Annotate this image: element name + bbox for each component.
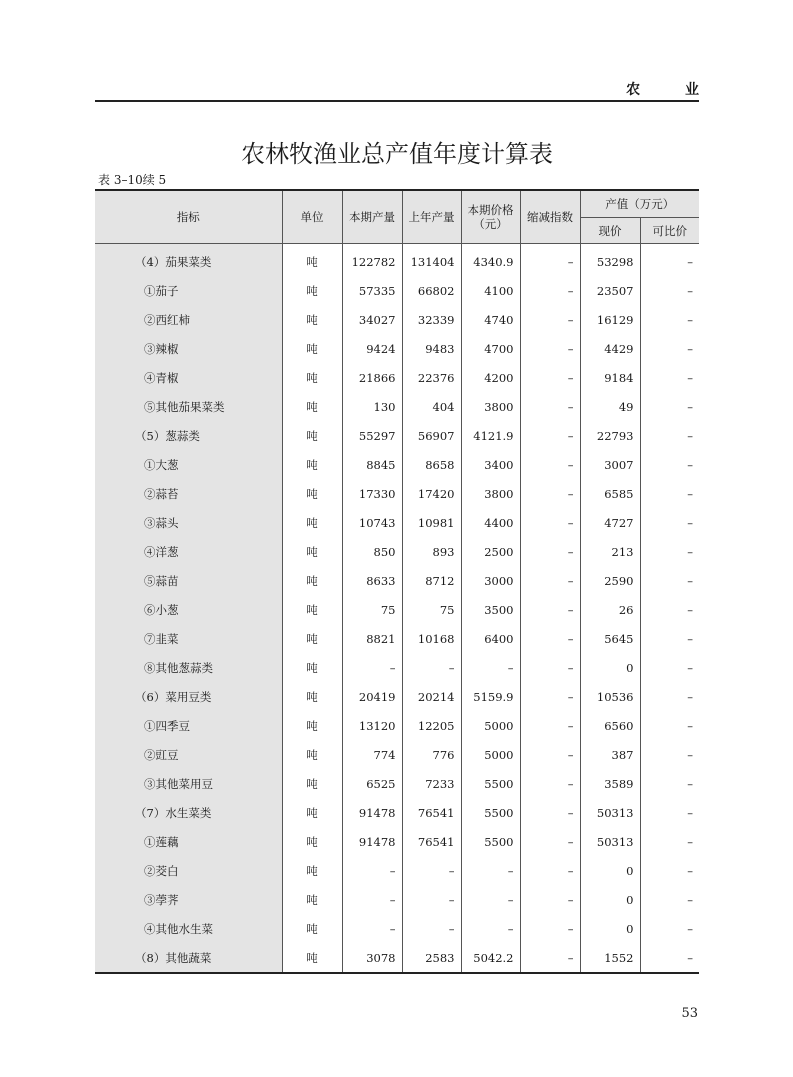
last-year-output-cell: 893 xyxy=(402,537,461,566)
indicator-cell: ①四季豆 xyxy=(95,711,282,740)
indicator-cell: ⑦韭菜 xyxy=(95,624,282,653)
current-output-cell: 10743 xyxy=(342,508,402,537)
table-row xyxy=(95,244,699,277)
calculation-table xyxy=(95,189,699,974)
current-output-cell: 122782 xyxy=(342,244,402,277)
last-year-output-cell: 10981 xyxy=(402,508,461,537)
output-value-cell: 4727 xyxy=(580,508,640,537)
reduction-index-cell: – xyxy=(520,244,580,277)
header-current-output: 本期产量 xyxy=(342,190,402,244)
current-price-cell: 4340.9 xyxy=(461,244,520,277)
table-row xyxy=(95,624,699,653)
reduction-index-cell: – xyxy=(520,653,580,682)
output-value-cell: 16129 xyxy=(580,305,640,334)
comparable-value-cell: – xyxy=(687,631,693,646)
comparable-value-cell: – xyxy=(687,312,693,327)
unit-cell: 吨 xyxy=(282,537,342,566)
comparable-value-cell: – xyxy=(687,805,693,820)
indicator-cell: ⑤蒜苗 xyxy=(95,566,282,595)
indicator-cell: ⑥小葱 xyxy=(95,595,282,624)
unit-cell: 吨 xyxy=(282,566,342,595)
reduction-index-cell: – xyxy=(520,943,580,973)
current-price-cell: 2500 xyxy=(461,537,520,566)
current-output-cell: 57335 xyxy=(342,276,402,305)
output-value-cell: 0 xyxy=(580,653,640,682)
reduction-index-cell: – xyxy=(520,856,580,885)
current-output-cell: 17330 xyxy=(342,479,402,508)
unit-cell: 吨 xyxy=(282,769,342,798)
table-row xyxy=(95,305,699,334)
output-value-cell: 50313 xyxy=(580,827,640,856)
unit-cell: 吨 xyxy=(282,479,342,508)
page-title: 农林牧渔业总产值年度计算表 xyxy=(241,140,553,168)
last-year-output-cell: 7233 xyxy=(402,769,461,798)
indicator-cell: ④洋葱 xyxy=(95,537,282,566)
output-value-cell: 1552 xyxy=(580,943,640,973)
reduction-index-cell: – xyxy=(520,624,580,653)
current-price-cell: 4100 xyxy=(461,276,520,305)
current-price-cell: 5159.9 xyxy=(461,682,520,711)
indicator-cell: ⑤其他茄果菜类 xyxy=(95,392,282,421)
current-output-cell: 774 xyxy=(342,740,402,769)
current-price-cell: 5042.2 xyxy=(461,943,520,973)
current-output-cell: 3078 xyxy=(342,943,402,973)
indicator-cell: ①茄子 xyxy=(95,276,282,305)
table-row xyxy=(95,276,699,305)
unit-cell: 吨 xyxy=(282,508,342,537)
table-row xyxy=(95,537,699,566)
output-value-cell: 213 xyxy=(580,537,640,566)
indicator-cell: （7）水生菜类 xyxy=(95,798,282,827)
current-output-cell: – xyxy=(342,856,402,885)
current-price-cell: 4200 xyxy=(461,363,520,392)
header-comparable-price-value: 可比价 xyxy=(640,218,699,244)
current-output-cell: – xyxy=(342,914,402,943)
current-price-cell: – xyxy=(461,856,520,885)
comparable-value-cell: – xyxy=(687,573,693,588)
section-name: 农 业 xyxy=(626,82,719,98)
reduction-index-cell: – xyxy=(520,537,580,566)
table-row xyxy=(95,682,699,711)
table-row xyxy=(95,363,699,392)
output-value-cell: 23507 xyxy=(580,276,640,305)
last-year-output-cell: 76541 xyxy=(402,827,461,856)
header-indicator: 指标 xyxy=(95,190,282,244)
current-price-cell: 4121.9 xyxy=(461,421,520,450)
unit-cell: 吨 xyxy=(282,450,342,479)
last-year-output-cell: 131404 xyxy=(402,244,461,277)
comparable-value-cell: – xyxy=(687,892,693,907)
table-row xyxy=(95,914,699,943)
current-output-cell: 9424 xyxy=(342,334,402,363)
current-price-cell: 6400 xyxy=(461,624,520,653)
last-year-output-cell: 22376 xyxy=(402,363,461,392)
current-price-cell: – xyxy=(461,653,520,682)
current-price-cell: – xyxy=(461,885,520,914)
reduction-index-cell: – xyxy=(520,682,580,711)
comparable-value-cell: – xyxy=(687,834,693,849)
reduction-index-cell: – xyxy=(520,276,580,305)
current-price-cell: 3000 xyxy=(461,566,520,595)
table-row xyxy=(95,595,699,624)
unit-cell: 吨 xyxy=(282,653,342,682)
output-value-cell: 0 xyxy=(580,856,640,885)
indicator-cell: ③荸荠 xyxy=(95,885,282,914)
output-value-cell: 0 xyxy=(580,885,640,914)
current-output-cell: 8845 xyxy=(342,450,402,479)
current-price-cell: 5000 xyxy=(461,711,520,740)
reduction-index-cell: – xyxy=(520,740,580,769)
indicator-cell: ②蒜苔 xyxy=(95,479,282,508)
reduction-index-cell: – xyxy=(520,392,580,421)
comparable-value-cell: – xyxy=(687,283,693,298)
header-output-value: 产值（万元） xyxy=(580,190,699,218)
comparable-value-cell: – xyxy=(687,747,693,762)
current-price-cell: 4400 xyxy=(461,508,520,537)
indicator-cell: ②西红柿 xyxy=(95,305,282,334)
current-price-cell: 3800 xyxy=(461,392,520,421)
indicator-cell: （6）菜用豆类 xyxy=(95,682,282,711)
unit-cell: 吨 xyxy=(282,595,342,624)
indicator-cell: ②茭白 xyxy=(95,856,282,885)
table-row xyxy=(95,421,699,450)
comparable-value-cell: – xyxy=(687,544,693,559)
comparable-value-cell: – xyxy=(687,602,693,617)
comparable-value-cell: – xyxy=(687,515,693,530)
output-value-cell: 6560 xyxy=(580,711,640,740)
current-output-cell: – xyxy=(342,885,402,914)
comparable-value-cell: – xyxy=(687,921,693,936)
reduction-index-cell: – xyxy=(520,798,580,827)
reduction-index-cell: – xyxy=(520,711,580,740)
output-value-cell: 22793 xyxy=(580,421,640,450)
table-row xyxy=(95,450,699,479)
current-output-cell: 55297 xyxy=(342,421,402,450)
output-value-cell: 3589 xyxy=(580,769,640,798)
current-output-cell: 8633 xyxy=(342,566,402,595)
indicator-cell: ③蒜头 xyxy=(95,508,282,537)
table-row xyxy=(95,769,699,798)
last-year-output-cell: – xyxy=(402,885,461,914)
table-row xyxy=(95,798,699,827)
current-output-cell: 20419 xyxy=(342,682,402,711)
unit-cell: 吨 xyxy=(282,334,342,363)
current-output-cell: 91478 xyxy=(342,827,402,856)
table-row xyxy=(95,827,699,856)
unit-cell: 吨 xyxy=(282,798,342,827)
last-year-output-cell: 404 xyxy=(402,392,461,421)
output-value-cell: 26 xyxy=(580,595,640,624)
comparable-value-cell: – xyxy=(687,486,693,501)
header-reduction-index: 缩减指数 xyxy=(520,190,580,244)
page-number: 53 xyxy=(681,1006,698,1021)
unit-cell: 吨 xyxy=(282,740,342,769)
indicator-cell: ③其他菜用豆 xyxy=(95,769,282,798)
output-value-cell: 5645 xyxy=(580,624,640,653)
table-row xyxy=(95,740,699,769)
last-year-output-cell: 776 xyxy=(402,740,461,769)
output-value-cell: 387 xyxy=(580,740,640,769)
header-unit: 单位 xyxy=(282,190,342,244)
current-price-cell: 5500 xyxy=(461,798,520,827)
last-year-output-cell: 32339 xyxy=(402,305,461,334)
current-output-cell: 91478 xyxy=(342,798,402,827)
current-output-cell: – xyxy=(342,653,402,682)
unit-cell: 吨 xyxy=(282,885,342,914)
header-current-price-value: 现价 xyxy=(580,218,640,244)
running-head xyxy=(95,68,719,102)
indicator-cell: （5）葱蒜类 xyxy=(95,421,282,450)
indicator-cell: ⑧其他葱蒜类 xyxy=(95,653,282,682)
last-year-output-cell: 2583 xyxy=(402,943,461,973)
header-last-year-output: 上年产量 xyxy=(402,190,461,244)
indicator-cell: ②豇豆 xyxy=(95,740,282,769)
output-value-cell: 9184 xyxy=(580,363,640,392)
last-year-output-cell: 17420 xyxy=(402,479,461,508)
current-output-cell: 21866 xyxy=(342,363,402,392)
reduction-index-cell: – xyxy=(520,305,580,334)
unit-cell: 吨 xyxy=(282,943,342,973)
table-row xyxy=(95,479,699,508)
output-value-cell: 50313 xyxy=(580,798,640,827)
table-row xyxy=(95,856,699,885)
unit-cell: 吨 xyxy=(282,421,342,450)
table-row xyxy=(95,334,699,363)
unit-cell: 吨 xyxy=(282,682,342,711)
last-year-output-cell: 56907 xyxy=(402,421,461,450)
output-value-cell: 4429 xyxy=(580,334,640,363)
comparable-value-cell: – xyxy=(687,341,693,356)
table-row xyxy=(95,943,699,973)
output-value-cell: 3007 xyxy=(580,450,640,479)
reduction-index-cell: – xyxy=(520,595,580,624)
reduction-index-cell: – xyxy=(520,508,580,537)
current-price-cell: – xyxy=(461,914,520,943)
last-year-output-cell: 66802 xyxy=(402,276,461,305)
table-row xyxy=(95,653,699,682)
reduction-index-cell: – xyxy=(520,334,580,363)
last-year-output-cell: – xyxy=(402,914,461,943)
current-output-cell: 850 xyxy=(342,537,402,566)
output-value-cell: 6585 xyxy=(580,479,640,508)
reduction-index-cell: – xyxy=(520,479,580,508)
current-output-cell: 130 xyxy=(342,392,402,421)
comparable-value-cell: – xyxy=(687,370,693,385)
output-value-cell: 10536 xyxy=(580,682,640,711)
table-row xyxy=(95,392,699,421)
comparable-value-cell: – xyxy=(687,457,693,472)
comparable-value-cell: – xyxy=(687,428,693,443)
last-year-output-cell: 10168 xyxy=(402,624,461,653)
unit-cell: 吨 xyxy=(282,305,342,334)
last-year-output-cell: 8712 xyxy=(402,566,461,595)
reduction-index-cell: – xyxy=(520,769,580,798)
reduction-index-cell: – xyxy=(520,450,580,479)
current-output-cell: 34027 xyxy=(342,305,402,334)
table-row xyxy=(95,566,699,595)
indicator-cell: ④其他水生菜 xyxy=(95,914,282,943)
indicator-cell: （8）其他蔬菜 xyxy=(95,943,282,973)
last-year-output-cell: 8658 xyxy=(402,450,461,479)
indicator-cell: ①莲藕 xyxy=(95,827,282,856)
header-current-price: 本期价格（元） xyxy=(461,190,520,244)
current-price-cell: 5500 xyxy=(461,827,520,856)
unit-cell: 吨 xyxy=(282,392,342,421)
reduction-index-cell: – xyxy=(520,885,580,914)
reduction-index-cell: – xyxy=(520,566,580,595)
last-year-output-cell: – xyxy=(402,856,461,885)
last-year-output-cell: 20214 xyxy=(402,682,461,711)
output-value-cell: 49 xyxy=(580,392,640,421)
unit-cell: 吨 xyxy=(282,827,342,856)
unit-cell: 吨 xyxy=(282,276,342,305)
comparable-value-cell: – xyxy=(687,863,693,878)
indicator-cell: ①大葱 xyxy=(95,450,282,479)
current-output-cell: 13120 xyxy=(342,711,402,740)
output-value-cell: 0 xyxy=(580,914,640,943)
unit-cell: 吨 xyxy=(282,363,342,392)
last-year-output-cell: 75 xyxy=(402,595,461,624)
last-year-output-cell: 9483 xyxy=(402,334,461,363)
current-price-cell: 5500 xyxy=(461,769,520,798)
comparable-value-cell: – xyxy=(640,943,699,973)
current-price-cell: 4700 xyxy=(461,334,520,363)
unit-cell: 吨 xyxy=(282,914,342,943)
table-row xyxy=(95,508,699,537)
comparable-value-cell: – xyxy=(687,776,693,791)
current-output-cell: 8821 xyxy=(342,624,402,653)
last-year-output-cell: 12205 xyxy=(402,711,461,740)
table-id: 表 3–10续 5 xyxy=(98,173,167,187)
comparable-value-cell: – xyxy=(687,254,693,269)
reduction-index-cell: – xyxy=(520,421,580,450)
comparable-value-cell: – xyxy=(687,689,693,704)
indicator-cell: ③辣椒 xyxy=(95,334,282,363)
current-output-cell: 6525 xyxy=(342,769,402,798)
current-price-cell: 4740 xyxy=(461,305,520,334)
current-price-cell: 3400 xyxy=(461,450,520,479)
table-row xyxy=(95,885,699,914)
output-value-cell: 53298 xyxy=(580,244,640,277)
current-price-cell: 3800 xyxy=(461,479,520,508)
comparable-value-cell: – xyxy=(687,718,693,733)
table-body xyxy=(95,244,699,974)
output-value-cell: 2590 xyxy=(580,566,640,595)
reduction-index-cell: – xyxy=(520,363,580,392)
indicator-cell: ④青椒 xyxy=(95,363,282,392)
reduction-index-cell: – xyxy=(520,914,580,943)
indicator-cell: （4）茄果菜类 xyxy=(95,244,282,277)
current-output-cell: 75 xyxy=(342,595,402,624)
comparable-value-cell: – xyxy=(687,660,693,675)
header-rule xyxy=(95,100,699,102)
unit-cell: 吨 xyxy=(282,624,342,653)
unit-cell: 吨 xyxy=(282,856,342,885)
unit-cell: 吨 xyxy=(282,711,342,740)
last-year-output-cell: 76541 xyxy=(402,798,461,827)
unit-cell: 吨 xyxy=(282,244,342,277)
table-row xyxy=(95,711,699,740)
reduction-index-cell: – xyxy=(520,827,580,856)
last-year-output-cell: – xyxy=(402,653,461,682)
current-price-cell: 5000 xyxy=(461,740,520,769)
current-price-cell: 3500 xyxy=(461,595,520,624)
comparable-value-cell: – xyxy=(687,399,693,414)
